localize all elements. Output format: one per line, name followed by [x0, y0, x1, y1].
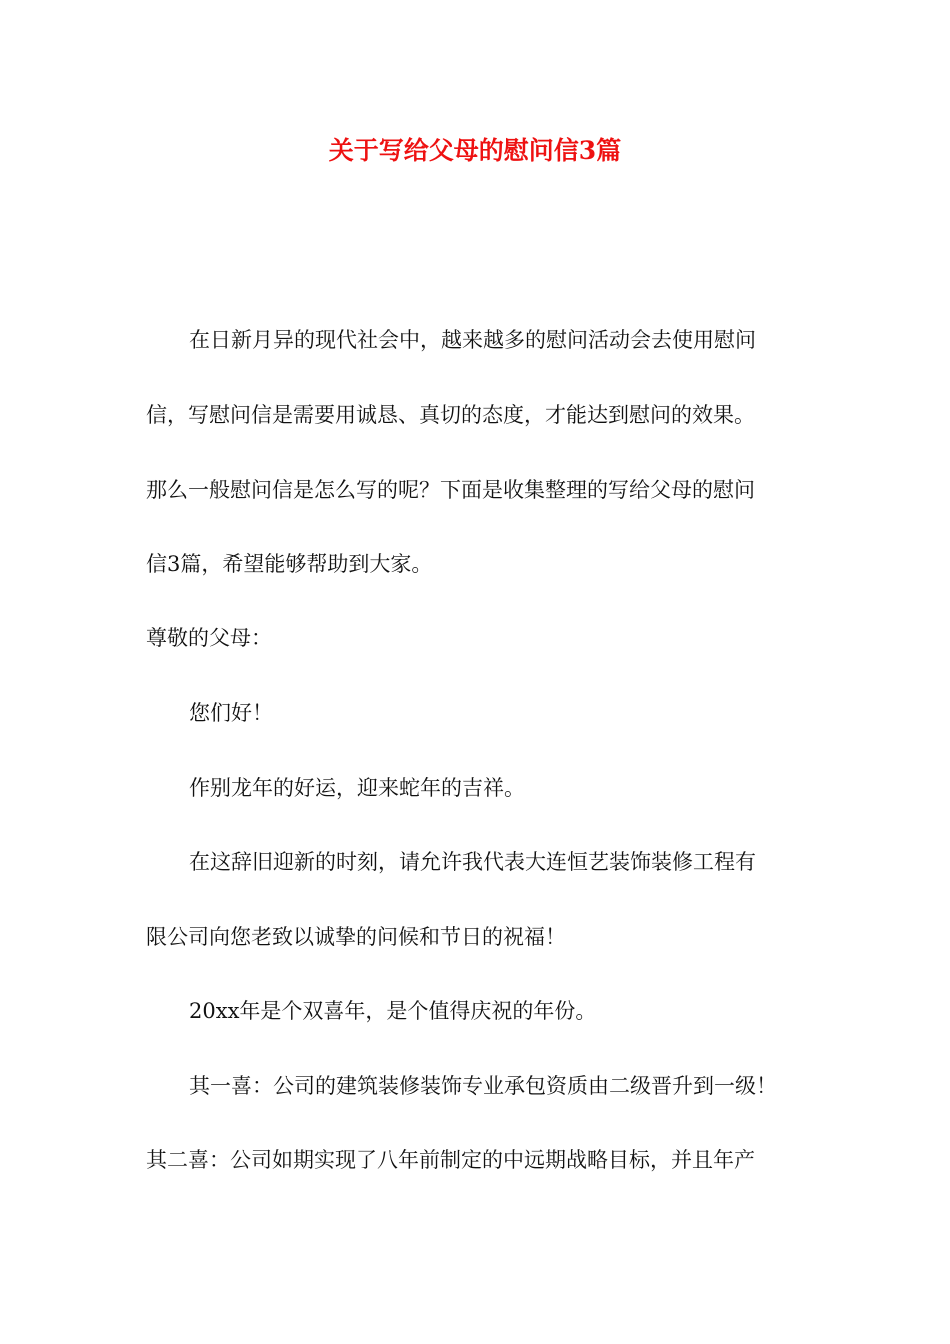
body-paragraph-2-line-1: 在这辞旧迎新的时刻，请允许我代表大连恒艺装饰装修工程有 [189, 850, 756, 874]
intro-paragraph-line-2: 信，写慰问信是需要用诚恳、真切的态度，才能达到慰问的效果。 [146, 403, 755, 427]
document-title: 关于写给父母的慰问信3篇 [328, 136, 622, 165]
body-paragraph-1: 作别龙年的好运，迎来蛇年的吉祥。 [189, 776, 525, 800]
intro-paragraph-line-1: 在日新月异的现代社会中，越来越多的慰问活动会去使用慰问 [189, 328, 756, 352]
salutation: 尊敬的父母： [146, 626, 272, 650]
greeting: 您们好！ [189, 701, 273, 725]
body-paragraph-2-line-2: 限公司向您老致以诚挚的问候和节日的祝福！ [146, 925, 566, 949]
body-paragraph-4: 其一喜：公司的建筑装修装饰专业承包资质由二级晋升到一级！ [189, 1074, 777, 1098]
intro-paragraph-line-3: 那么一般慰问信是怎么写的呢？下面是收集整理的写给父母的慰问 [146, 478, 755, 502]
intro-paragraph-line-4: 信3篇，希望能够帮助到大家。 [146, 552, 433, 576]
body-paragraph-3: 20xx年是个双喜年，是个值得庆祝的年份。 [189, 999, 597, 1023]
body-paragraph-5-line-1: 其二喜：公司如期实现了八年前制定的中远期战略目标，并且年产 [146, 1148, 755, 1172]
